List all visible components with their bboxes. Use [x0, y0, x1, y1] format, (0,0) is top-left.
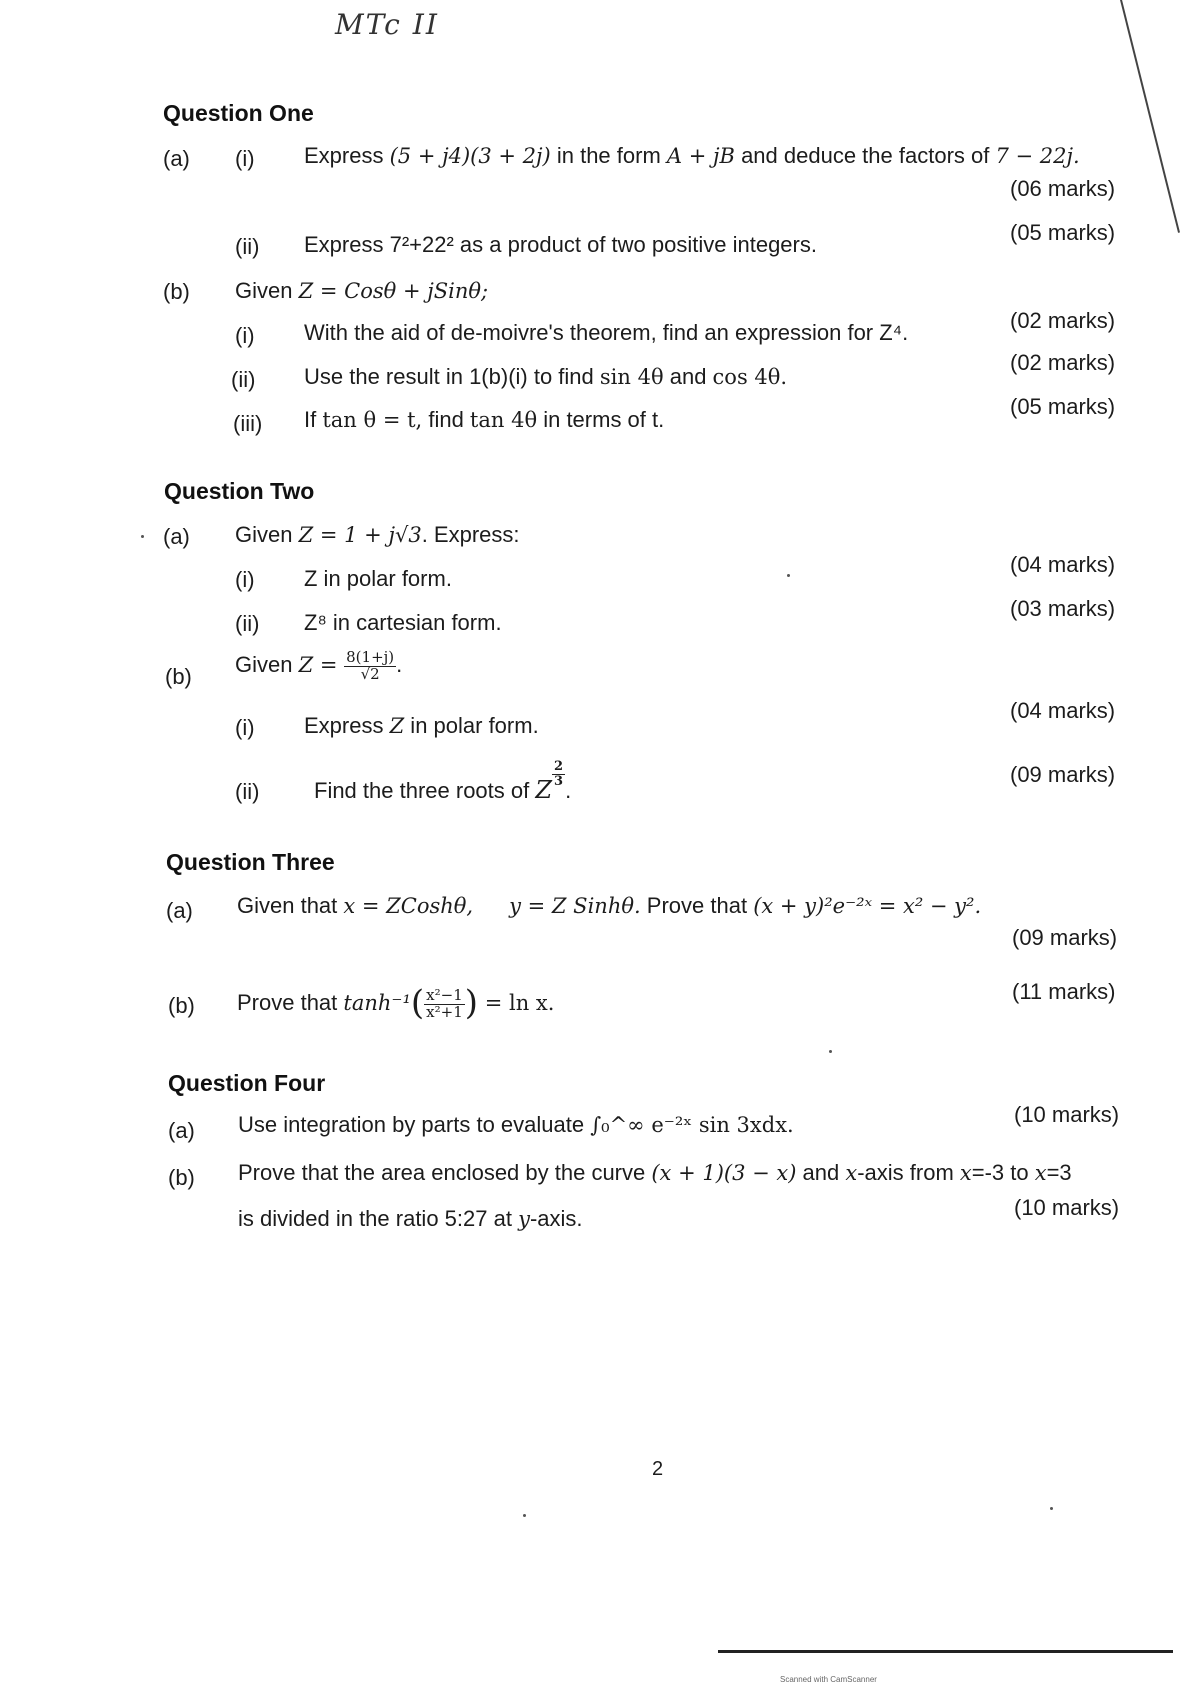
page-number: 2: [652, 1458, 664, 1480]
q1-b-iii-math-1: tan θ = t,: [322, 408, 423, 432]
q2-a-text: [235, 522, 520, 548]
q2-b-i-marks: (04 marks): [1010, 698, 1116, 723]
scan-speck: [787, 574, 790, 577]
q1-b-iii-text-1: If: [304, 407, 323, 432]
q2-b-ii-exp-num: 2: [554, 759, 564, 775]
scanner-watermark: Scanned with CamScanner: [780, 1675, 877, 1684]
q3-b-math-1: tanh⁻¹: [343, 991, 411, 1015]
question-four-title: Question Four: [168, 1070, 326, 1096]
q2-a-ii-label: (ii): [235, 611, 260, 636]
q3-a-text: [237, 893, 981, 919]
q1-b-math: Z = Cosθ + jSinθ;: [298, 279, 489, 303]
q2-a-i-text: Z in polar form.: [304, 566, 452, 591]
q2-b-frac-num: 8(1+j): [346, 648, 395, 666]
q1-b-ii-label: (ii): [231, 367, 256, 392]
q1-b-ii-math-2: cos 4θ.: [712, 365, 788, 389]
q4-b-math-2: x: [845, 1161, 858, 1185]
question-two-title: Question Two: [164, 478, 315, 504]
q3-a-label: (a): [166, 898, 193, 923]
q2-a-ii-text: Z⁸ in cartesian form.: [304, 610, 502, 635]
q4-b-text-line2: [238, 1206, 583, 1232]
q2-b-text: Given Z = $\frac{8(1+j)}{√2}$ .: [235, 648, 403, 683]
q1-a-i-text: [304, 143, 1080, 169]
q4-a-marks: (10 marks): [1014, 1102, 1120, 1127]
q2-b-i-text-2: in polar form.: [404, 713, 539, 738]
q1-a-i-math-3: 7 − 22j.: [995, 144, 1080, 168]
q1-a-i-text-1: Express: [304, 143, 390, 168]
q2-a-ii-marks: (03 marks): [1010, 596, 1116, 621]
scan-edge-line: [1120, 0, 1180, 233]
handwritten-header: MTc II: [335, 8, 439, 41]
q2-b-fraction: [344, 650, 396, 683]
q4-a-label: (a): [168, 1118, 195, 1143]
q1-a-label: (a): [163, 146, 190, 171]
q3-b-frac-num: x²−1: [426, 985, 463, 1004]
q2-b-label: (b): [165, 664, 192, 689]
q1-b-iii-marks: (05 marks): [1010, 394, 1116, 419]
q2-a-i-label: (i): [235, 567, 255, 592]
scan-speck: [141, 535, 144, 538]
q1-a-i-label: (i): [235, 146, 255, 171]
question-one-title: Question One: [163, 100, 314, 126]
q4-b-text-line1: [238, 1160, 1072, 1186]
q1-b-ii-text-2: and: [663, 364, 713, 389]
q1-b-iii-text: [304, 407, 664, 433]
q1-a-i-math-2: A + jB: [666, 144, 735, 168]
q2-b-ii-label: (ii): [235, 779, 260, 804]
q1-b-ii-math-1: sin 4θ: [599, 365, 664, 389]
scan-speck: [523, 1514, 526, 1517]
q1-b-ii-marks: (02 marks): [1010, 350, 1116, 375]
q3-a-math-1: x = ZCoshθ,: [343, 894, 474, 918]
q3-b-text-1: Prove that: [237, 990, 344, 1015]
q2-b-ii-base: Z: [535, 776, 553, 804]
q1-b-text: [235, 278, 488, 304]
q4-b-text-3: -axis from: [857, 1160, 960, 1185]
q3-a-marks: (09 marks): [1012, 925, 1118, 950]
q2-b-ii-exponent: [552, 760, 565, 788]
q2-b-ii-text: Find the three roots of Z $\frac{2}{3}$ .: [314, 759, 572, 804]
q4-a-text-1: Use integration by parts to evaluate: [238, 1112, 591, 1137]
q4-b-label: (b): [168, 1165, 195, 1190]
q1-a-ii-label: (ii): [235, 234, 260, 259]
q2-b-ii-text-1: Find the three roots of: [314, 778, 536, 803]
scan-bottom-line: [718, 1650, 1173, 1653]
q4-b-math-1: (x + 1)(3 − x): [651, 1161, 797, 1185]
q2-a-label: (a): [163, 524, 190, 549]
q2-b-i-label: (i): [235, 715, 255, 740]
q3-b-text: Prove that tanh⁻¹( $\frac{\text{x²−1}}{\text{x²+1}}$ ) = ln x.: [237, 983, 555, 1023]
q2-b-math-lhs: Z =: [298, 653, 345, 678]
q4-b-text-2: and: [796, 1160, 846, 1185]
q4-b-math-5: y: [518, 1207, 530, 1231]
q3-b-marks: (11 marks): [1012, 979, 1116, 1004]
q1-b-iii-label: (iii): [233, 411, 263, 436]
q1-b-iii-text-2: find: [422, 407, 470, 432]
q2-b-ii-exp-den: 3: [554, 773, 564, 789]
q4-b-math-3: x: [959, 1161, 972, 1185]
q4-b-marks: (10 marks): [1014, 1195, 1120, 1220]
q1-a-i-text-3: and deduce the factors of: [734, 143, 996, 168]
q1-b-iii-text-3: in terms of t.: [537, 407, 665, 432]
q4-b-text-4: =-3 to: [971, 1160, 1035, 1185]
q1-a-i-text-2: in the form: [550, 143, 667, 168]
q2-a-text-2: . Express:: [421, 522, 520, 547]
q3-b-fraction: [424, 985, 465, 1021]
q1-b-label: (b): [163, 279, 190, 304]
q3-b-math-2: = ln x.: [478, 991, 555, 1015]
q1-a-i-marks: (06 marks): [1010, 176, 1116, 201]
q3-a-text-2: Prove that: [640, 893, 754, 918]
q2-b-text-1: Given: [235, 652, 299, 678]
q1-b-i-marks: (02 marks): [1010, 308, 1116, 333]
q2-b-ii-marks: (09 marks): [1010, 762, 1116, 787]
scan-speck: [1050, 1507, 1053, 1510]
q3-a-text-1: Given that: [237, 893, 344, 918]
q3-b-frac-den: x²+1: [426, 1002, 463, 1021]
q1-a-i-math-1: (5 + j4)(3 + 2j): [389, 144, 551, 168]
q4-b-text-5: =3: [1046, 1160, 1072, 1185]
q4-a-text: [238, 1112, 794, 1138]
q4-b-text-1: Prove that the area enclosed by the curve: [238, 1160, 652, 1185]
question-three-title: Question Three: [166, 849, 335, 875]
q3-a-math-3: (x + y)²e⁻²ˣ = x² − y².: [753, 894, 982, 918]
q1-a-ii-text: Express 7²+22² as a product of two positive integers.: [304, 232, 817, 257]
q2-b-i-text-1: Express: [304, 713, 390, 738]
q4-a-math: ∫₀^∞ e⁻²ˣ sin 3xdx.: [590, 1113, 794, 1137]
q2-b-i-text: [304, 713, 539, 739]
q4-b-text-7: -axis.: [529, 1206, 583, 1231]
q2-a-i-marks: (04 marks): [1010, 552, 1116, 577]
q4-b-math-4: x: [1034, 1161, 1047, 1185]
q3-b-label: (b): [168, 993, 195, 1018]
q3-a-math-2: y = Z Sinhθ.: [509, 894, 641, 918]
q2-b-frac-den: √2: [360, 664, 380, 683]
q1-b-ii-text: [304, 364, 787, 390]
q1-a-ii-marks: (05 marks): [1010, 220, 1116, 245]
q2-a-text-1: Given: [235, 522, 299, 547]
q1-b-i-text: With the aid of de-moivre's theorem, find an expression for Z⁴.: [304, 320, 909, 345]
q4-b-text-6: is divided in the ratio 5:27 at: [238, 1206, 519, 1231]
q1-b-i-label: (i): [235, 323, 255, 348]
q1-b-text-1: Given: [235, 278, 299, 303]
q2-b-i-math: Z: [389, 714, 405, 738]
q1-b-iii-math-2: tan 4θ: [469, 408, 538, 432]
scan-speck: [829, 1050, 832, 1053]
q2-a-math: Z = 1 + j√3: [298, 523, 422, 547]
q1-b-ii-text-1: Use the result in 1(b)(i) to find: [304, 364, 600, 389]
